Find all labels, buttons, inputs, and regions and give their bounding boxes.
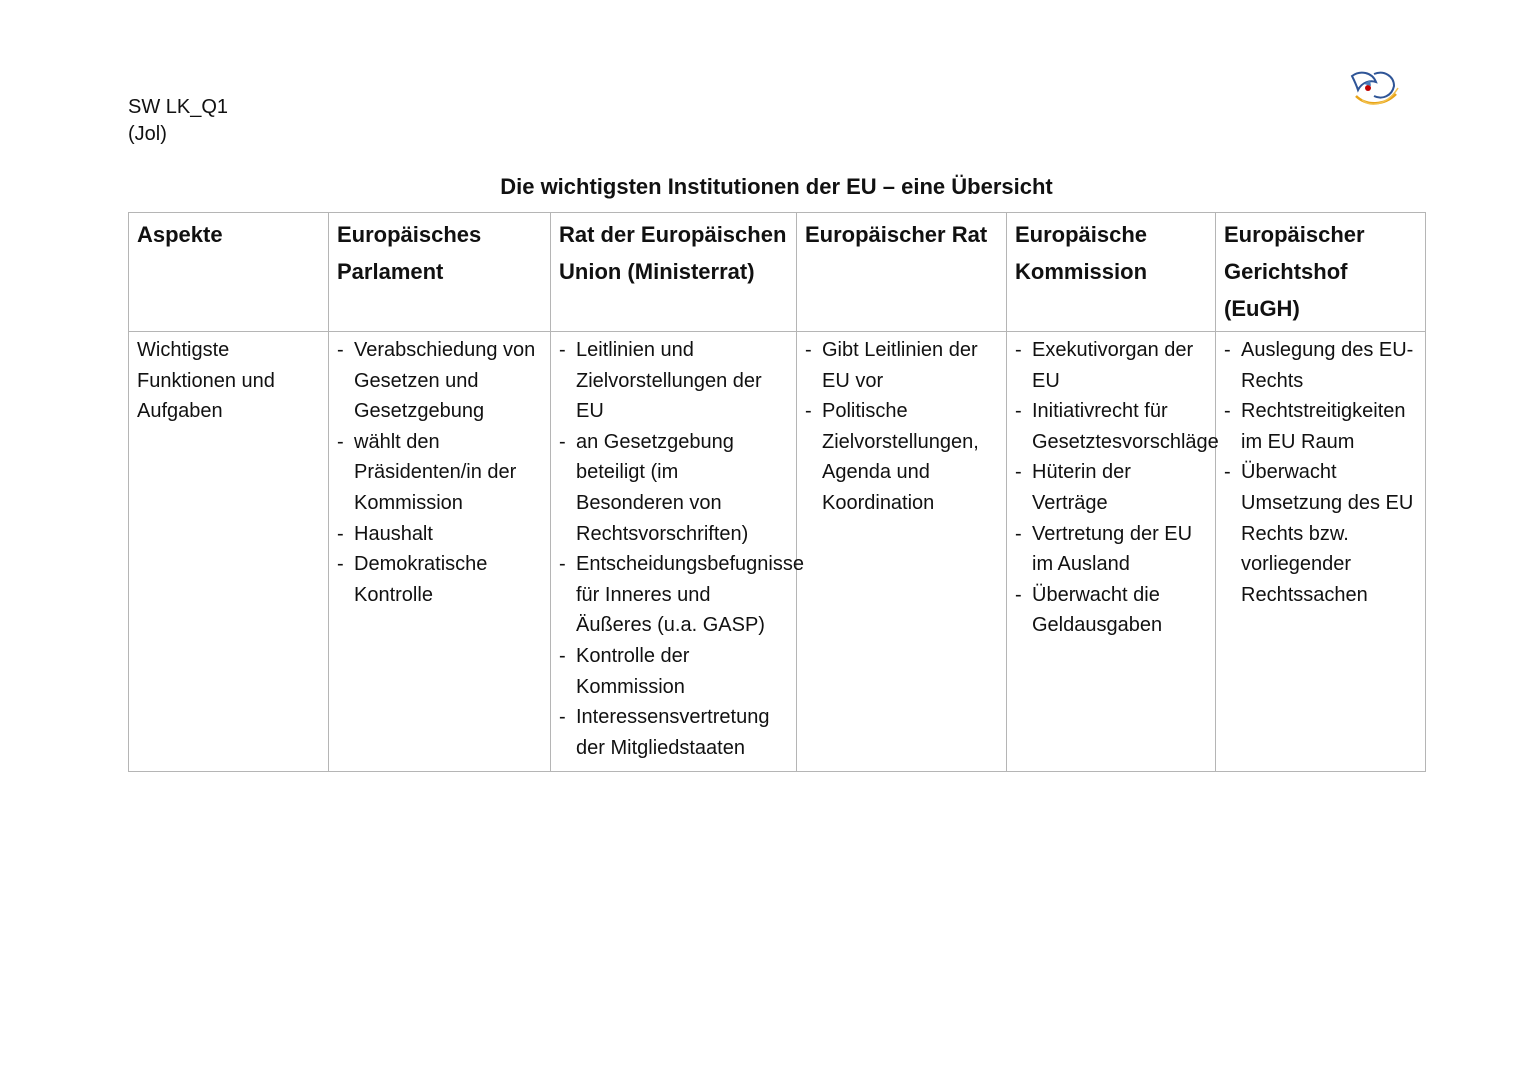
list-item: - wählt den Präsidenten/in der Kommission bbox=[337, 427, 544, 519]
list-item: - Kontrolle der Kommission bbox=[559, 641, 790, 702]
course-label: SW LK_Q1 bbox=[128, 96, 229, 118]
header-council-of-eu: Rat der Europäischen Union (Ministerrat) bbox=[551, 213, 797, 332]
list-item: - Haushalt bbox=[337, 519, 544, 550]
page-title: Die wichtigsten Institutionen der EU – eine Übersicht bbox=[500, 174, 1053, 199]
court-of-justice-cell bbox=[1216, 332, 1426, 772]
parliament-cell bbox=[329, 332, 551, 772]
list-item: - Interessensvertretung der Mitgliedstaaten bbox=[559, 702, 790, 763]
header-european-council: Europäischer Rat bbox=[797, 213, 1007, 332]
list-item: - Initiativrecht für Gesetztesvorschläge bbox=[1015, 396, 1209, 457]
header-parliament: Europäisches Parlament bbox=[329, 213, 551, 332]
list-item: - Gibt Leitlinien der EU vor bbox=[805, 335, 1000, 396]
list-item: - Vertretung der EU im Ausland bbox=[1015, 519, 1209, 580]
list-item: - Leitlinien und Zielvorstellungen der EU bbox=[559, 335, 790, 427]
table-header-row bbox=[129, 213, 1426, 332]
list-item: - Hüterin der Verträge bbox=[1015, 457, 1209, 518]
list-item: - Überwacht die Geldausgaben bbox=[1015, 580, 1209, 641]
list-item: - Überwacht Umsetzung des EU Rechts bzw. vorliegender Rechtssachen bbox=[1224, 457, 1419, 610]
aspect-cell: Wichtigste Funktionen und Aufgaben bbox=[129, 332, 329, 772]
list-item: - Exekutivorgan der EU bbox=[1015, 335, 1209, 396]
council-of-eu-cell bbox=[551, 332, 804, 772]
school-logo-icon bbox=[1344, 66, 1404, 114]
document-header bbox=[128, 94, 228, 148]
eu-institutions-table bbox=[128, 212, 1426, 772]
list-item: - an Gesetzgebung beteiligt (im Besonderen von Rechtsvorschriften) bbox=[559, 427, 790, 549]
council-of-eu-list bbox=[559, 335, 804, 763]
list-item: - Entscheidungsbefugnisse für Inneres und Äußeres (u.a. GASP) bbox=[559, 549, 790, 641]
list-item: - Rechtstreitigkeiten im EU Raum bbox=[1224, 396, 1419, 457]
european-council-list bbox=[805, 335, 1000, 519]
author-label: (Jol) bbox=[128, 123, 167, 145]
list-item: - Politische Zielvorstellungen, Agenda und Koordination bbox=[805, 396, 1000, 518]
commission-cell bbox=[1007, 332, 1219, 772]
parliament-list bbox=[337, 335, 544, 610]
header-aspects: Aspekte bbox=[129, 213, 329, 332]
list-item: - Verabschiedung von Gesetzen und Gesetzgebung bbox=[337, 335, 544, 427]
commission-list bbox=[1015, 335, 1219, 641]
header-court-of-justice: Europäischer Gerichtshof (EuGH) bbox=[1216, 213, 1426, 332]
list-item: - Auslegung des EU-Rechts bbox=[1224, 335, 1419, 396]
court-of-justice-list bbox=[1224, 335, 1419, 610]
header-commission: Europäische Kommission bbox=[1007, 213, 1216, 332]
european-council-cell bbox=[797, 332, 1007, 772]
table-row bbox=[129, 332, 1426, 772]
list-item: - Demokratische Kontrolle bbox=[337, 549, 544, 610]
